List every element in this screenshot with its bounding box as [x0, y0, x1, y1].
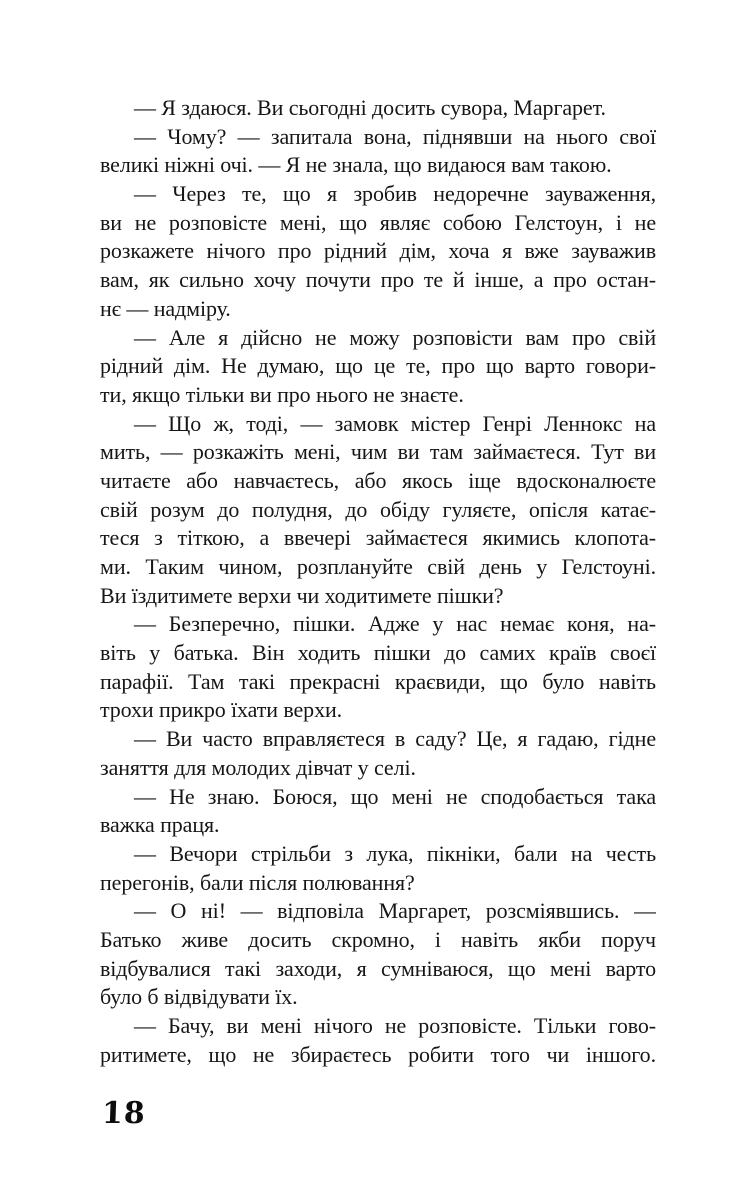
- paragraph: [100, 840, 656, 897]
- text-line: читаєте або навчаєтесь, або якось іще вдосконалюєте: [100, 467, 656, 493]
- text-line: — Що ж, тоді, — замовк містер Генрі Леннокс на: [134, 410, 656, 436]
- text-line: — О ні! — відповіла Маргарет, розсміявшись. —: [134, 898, 656, 924]
- text-line: заняття для молодих дівчат у селі.: [100, 754, 416, 780]
- text-line: — Чому? — запитала вона, піднявши на нього свої: [134, 123, 656, 149]
- paragraph: [100, 783, 656, 840]
- text-line: — Ви часто вправляєтеся в саду? Це, я гадаю, гідне: [134, 726, 656, 752]
- text-line: вам, як сильно хочу почути про те й інше, а про остан-: [100, 267, 656, 293]
- text-line: — Безперечно, пішки. Адже у нас немає коня, на-: [134, 611, 656, 637]
- text-line: Батько живе досить скромно, і навіть якби поруч: [100, 926, 656, 952]
- text-line: ми. Таким чином, розплануйте свій день у Гелстоуні.: [100, 554, 656, 579]
- text-line: — Вечори стрільби з лука, пікніки, бали на честь: [134, 840, 656, 866]
- text-line: перегонів, бали після полювання?: [100, 869, 415, 895]
- paragraph: [100, 897, 656, 1012]
- paragraph: [100, 1012, 656, 1069]
- page-number: 18: [101, 1096, 147, 1131]
- paragraph: [100, 725, 656, 782]
- text-line: відбувалися такі заходи, я сумніваюся, що мені варто: [100, 955, 656, 981]
- paragraph: [100, 610, 656, 725]
- text-line: Ви їздитимете верхи чи ходитимете пішки?: [100, 582, 504, 608]
- paragraph: [100, 123, 656, 180]
- text-line: — Але я дійсно не можу розповісти вам про свій: [134, 324, 656, 350]
- paragraph: [100, 324, 656, 410]
- text-line: парафії. Там такі прекрасні краєвиди, що було навіть: [100, 668, 656, 694]
- text-line: важка праця.: [100, 812, 220, 838]
- text-line: ти, якщо тільки ви про нього не знаєте.: [100, 381, 464, 407]
- text-line: рідний дім. Не думаю, що це те, про що варто говори-: [100, 353, 656, 379]
- text-block: [100, 94, 656, 1069]
- text-line: ритимете, що не збираєтесь робити того чи іншого.: [100, 1041, 656, 1067]
- text-line: — Через те, що я зробив недоречне зауваження,: [134, 181, 656, 207]
- text-line: трохи прикро їхати верхи.: [100, 697, 343, 723]
- text-line: теся з тіткою, а ввечері займаєтеся якимись клопота-: [100, 525, 656, 551]
- text-line: розкажете нічого про рідний дім, хоча я вже зауважив: [100, 238, 656, 264]
- paragraph: [100, 94, 656, 123]
- text-line: мить, — розкажіть мені, чим ви там займаєтеся. Тут ви: [100, 439, 656, 465]
- text-line: ви не розповісте мені, що являє собою Гелстоун, і не: [100, 209, 656, 235]
- text-line: свій розум до полудня, до обіду гуляєте, опісля катає-: [100, 496, 656, 522]
- text-line: — Не знаю. Боюся, що мені не сподобається така: [134, 783, 656, 809]
- paragraph: [100, 180, 656, 323]
- text-line: віть у батька. Він ходить пішки до самих країв своєї: [100, 640, 656, 666]
- text-line: великі ніжні очі. — Я не знала, що видаюся вам такою.: [100, 152, 612, 178]
- text-line: було б відвідувати їх.: [100, 984, 298, 1010]
- text-line: — Я здаюся. Ви сьогодні досить сувора, Маргарет.: [134, 95, 606, 120]
- paragraph: [100, 410, 656, 611]
- text-line: — Бачу, ви мені нічого не розповісте. Тільки гово-: [134, 1013, 656, 1038]
- text-line: нє — надміру.: [100, 295, 231, 321]
